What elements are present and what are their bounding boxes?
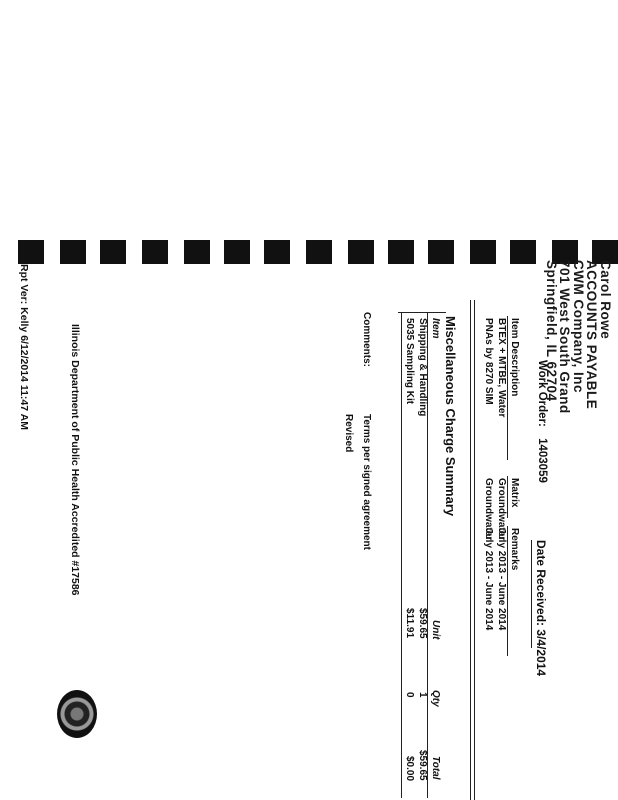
item-description: BTEX + MTBE, Water — [496, 318, 507, 418]
misc-charge-title: Miscellaneous Charge Summary — [443, 316, 458, 517]
accreditation-seal-icon — [57, 690, 97, 738]
items-header-remarks: Remarks — [509, 528, 520, 571]
divider — [507, 316, 508, 460]
misc-unit: $59.65 — [417, 608, 428, 639]
address-line: Springfield, IL 62704 — [544, 260, 559, 402]
misc-total: $59.65 — [417, 750, 428, 781]
items-header-description: Item Description — [509, 318, 520, 397]
misc-total: $0.00 — [404, 756, 415, 782]
misc-unit: $11.91 — [404, 608, 415, 639]
address-line: Carol Rowe — [598, 260, 613, 340]
report-version: Rpt Ver: Kelly 6/12/2014 11:47 AM — [18, 264, 30, 430]
misc-qty: 0 — [404, 692, 415, 698]
comments-revised: Revised — [343, 414, 354, 453]
date-received-value: 3/4/2014 — [534, 629, 548, 677]
item-matrix: Groundwater — [483, 478, 494, 541]
address-line: ACCOUNTS PAYABLE — [584, 260, 600, 410]
item-remarks: July 2013 - June 2014 — [496, 528, 507, 631]
comments-text: Terms per signed agreement — [361, 414, 372, 550]
item-matrix: Groundwater — [496, 478, 507, 541]
misc-item: 5035 Sampling Kit — [404, 318, 415, 405]
misc-header-total: Total — [430, 756, 441, 780]
divider — [507, 476, 508, 518]
misc-header-qty: Qty — [430, 690, 441, 707]
divider — [398, 312, 446, 313]
address-line: CWM Company, Inc — [571, 260, 586, 394]
divider — [507, 526, 508, 656]
work-order-value: 1403059 — [536, 438, 548, 483]
items-header-matrix: Matrix — [509, 478, 520, 508]
work-order-label: Work Order: — [536, 360, 548, 427]
divider — [401, 312, 402, 798]
comments-label: Comments: — [361, 312, 372, 368]
accreditation-text: Illinois Department of Public Health Accredited #17586 — [69, 324, 81, 596]
divider — [531, 540, 532, 648]
date-received — [534, 540, 548, 676]
date-received-label: Date Received: — [534, 540, 548, 627]
divider — [470, 300, 471, 800]
item-remarks: July 2013 - June 2014 — [483, 528, 494, 631]
address-line: 701 West South Grand — [557, 260, 573, 414]
billing-address — [545, 260, 613, 414]
misc-header-unit: Unit — [430, 620, 441, 640]
misc-qty: 1 — [417, 692, 428, 698]
item-description: PNAs by 8270 SIM — [483, 318, 494, 405]
misc-header-item: Item — [430, 318, 441, 339]
work-order — [536, 360, 548, 483]
divider — [474, 300, 475, 800]
misc-item: Shipping & Handling — [417, 318, 428, 417]
